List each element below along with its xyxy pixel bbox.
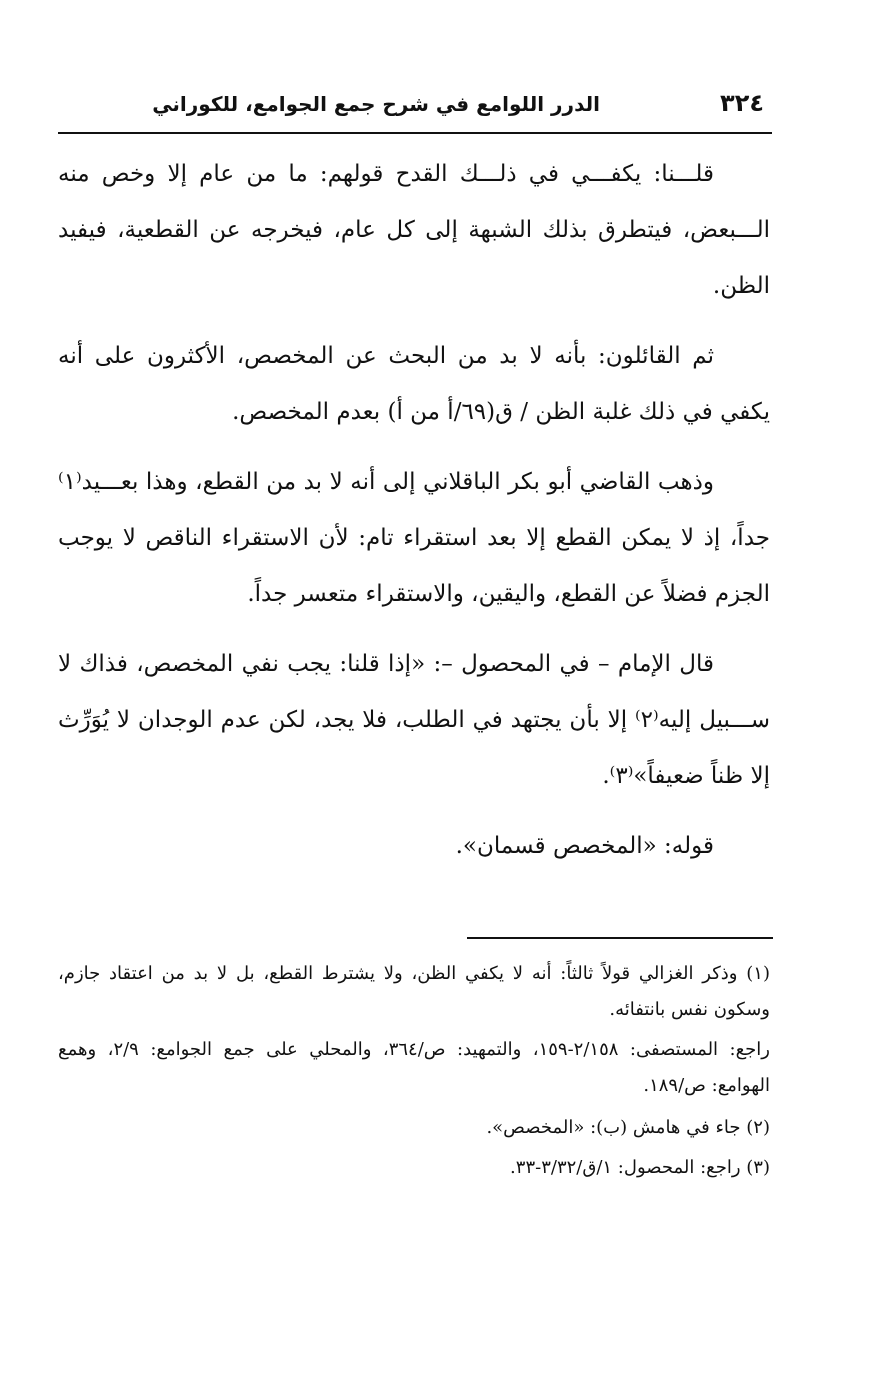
footnote-2: (٢) جاء في هامش (ب): «المخصص». bbox=[486, 1117, 770, 1138]
footnote-3: (٣) راجع: المحصول: ١/ق/٣/٣٢-٣٣. bbox=[510, 1157, 770, 1178]
page-number: ٣٢٤ bbox=[720, 89, 764, 117]
paragraph-4: قال الإمام – في المحصول –: «إذا قلنا: يجب نفي المخصص، فذاك لا ســـبيل إليه⁽٢⁾ إلا بأن يجتهد في الطلب، فلا يجد، لكن عدم الوجدان لا يُوَرِّث إلا ظناً ضعيفاً»⁽٣⁾. bbox=[58, 651, 770, 789]
paragraph-5: قوله: «المخصص قسمان». bbox=[455, 833, 714, 859]
paragraph-1: قلـــنا: يكفـــي في ذلـــك القدح قولهم: ما من عام إلا وخص منه الـــبعض، فيتطرق بذلك الشبهة إلى كل عام، فيخرجه عن القطعية، فيفيد الظن. bbox=[58, 161, 770, 299]
running-title: الدرر اللوامع في شرح جمع الجوامع، للكوراني bbox=[152, 92, 600, 116]
paragraph-2: ثم القائلون: بأنه لا بد من البحث عن المخصص، الأكثرون على أنه يكفي في ذلك غلبة الظن / ق(٦٩/أ من أ) بعدم المخصص. bbox=[58, 343, 770, 425]
footnote-separator bbox=[467, 937, 773, 939]
page-header bbox=[58, 84, 770, 128]
paragraph-3: وذهب القاضي أبو بكر الباقلاني إلى أنه لا بد من القطع، وهذا بعـــيد⁽١⁾ جداً، إذ لا يمكن القطع إلا بعد استقراء تام: لأن الاستقراء الناقص لا يوجب الجزم فضلاً عن القطع، واليقين، والاستقراء متعسر جداً. bbox=[58, 469, 770, 607]
footnote-1-references: راجع: المستصفى: ٢/١٥٨-١٥٩، والتمهيد: ص/٣٦٤، والمحلي على جمع الجوامع: ٢/٩، وهمع الهوامع: ص/١٨٩. bbox=[58, 1039, 770, 1096]
header-rule bbox=[58, 132, 772, 134]
footnote-1: (١) وذكر الغزالي قولاً ثالثاً: أنه لا يكفي الظن، ولا يشترط القطع، بل لا بد من اعتقاد جازم، وسكون نفس بانتفائه. bbox=[58, 963, 770, 1020]
footnotes bbox=[58, 956, 770, 1190]
main-text bbox=[58, 146, 770, 888]
